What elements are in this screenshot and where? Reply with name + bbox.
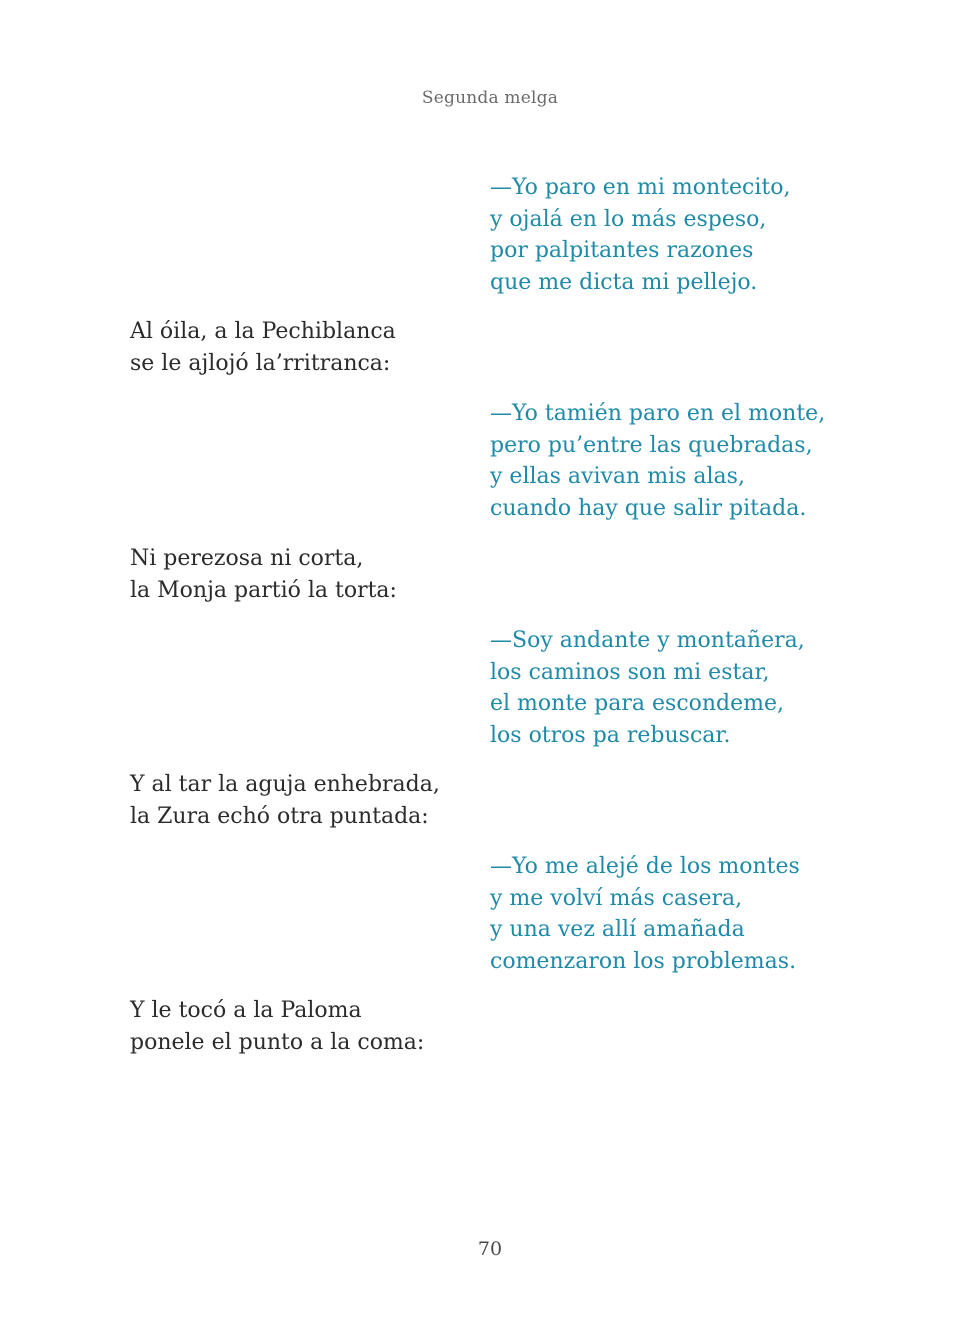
verse-line: la Monja partió la torta: [130,577,397,603]
verse-line: Y le tocó a la Paloma [130,998,362,1023]
verse-line: —Yo me alejé de los montes [490,854,800,879]
verse-line: ponele el punto a la coma: [130,1029,425,1055]
stanza-speech-1 [490,172,790,298]
verse-line: los otros pa rebuscar. [490,722,731,748]
running-header: Segunda melga [421,88,559,108]
verse-line: por palpitantes razones [490,238,754,263]
verse-line: y ellas avivan mis alas, [490,464,745,489]
verse-line: que me dicta mi pellejo. [490,269,758,295]
verse-line: los caminos son mi estar, [490,659,770,685]
verse-line: y una vez allí amañada [490,917,745,942]
page-number: 70 [477,1238,503,1260]
stanza-narrator-4 [130,995,424,1058]
verse-line: la Zura echó otra puntada: [130,803,429,829]
verse-line: cuando hay que salir pitada. [490,495,807,521]
verse-line: —Yo tamién paro en el monte, [490,401,826,426]
verse-line: y ojalá en lo más espeso, [490,206,767,232]
verse-line: pero pu’entre las quebradas, [490,432,813,458]
stanza-speech-2 [490,398,825,524]
stanza-speech-4 [490,851,800,977]
verse-line: y me volví más casera, [490,885,743,911]
stanza-narrator-1 [130,316,396,379]
verse-line: Al óila, a la Pechiblanca [130,319,396,344]
verse-line: el monte para escondeme, [490,691,785,716]
verse-line: Ni perezosa ni corta, [130,546,364,571]
verse-line: se le ajlojó la’rritranca: [130,350,391,376]
verse-line: —Yo paro en mi montecito, [490,175,791,200]
stanza-narrator-3 [130,769,440,832]
stanza-speech-3 [490,625,805,751]
verse-line: Y al tar la aguja enhebrada, [130,772,440,797]
verse-line: —Soy andante y montañera, [490,628,805,653]
verse-line: comenzaron los problemas. [490,948,797,974]
stanza-narrator-2 [130,543,397,606]
